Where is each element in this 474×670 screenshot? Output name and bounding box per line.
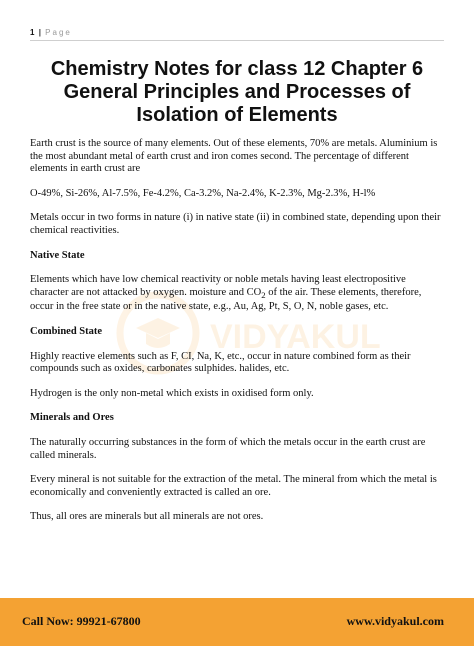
native-state-paragraph bbox=[30, 274, 444, 314]
ore-paragraph: Every mineral is not suitable for the extraction of the metal. The mineral from which the metal is economically and conveniently extracted is called an ore. bbox=[30, 474, 437, 498]
metal-forms-paragraph: Metals occur in two forms in nature (i) in native state (ii) in combined state, depending upon their chemical reactivities. bbox=[30, 212, 441, 236]
header-divider bbox=[30, 40, 444, 41]
combined-state-heading: Combined State bbox=[30, 326, 103, 338]
co2-subscript: 2 bbox=[261, 289, 266, 300]
ores-minerals-conclusion: Thus, all ores are minerals but all minerals are not ores. bbox=[30, 511, 264, 523]
document-body bbox=[30, 138, 444, 536]
intro-paragraph: Earth crust is the source of many elements. Out of these elements, 70% are metals. Aluminium is the most abundant metal of earth crust and iron comes second. The percentage of different elements in earth crust are bbox=[30, 138, 438, 175]
page-label: Page bbox=[45, 28, 72, 37]
minerals-ores-heading: Minerals and Ores bbox=[30, 412, 114, 424]
element-percentages: O-49%, Si-26%, Al-7.5%, Fe-4.2%, Ca-3.2%, Na-2.4%, K-2.3%, Mg-2.3%, H-l% bbox=[30, 187, 376, 199]
page-header bbox=[30, 28, 444, 37]
title-line-3: Isolation of Elements bbox=[136, 104, 338, 126]
watermark-text: VIDYAKUL bbox=[210, 318, 381, 356]
combined-state-paragraph: Highly reactive elements such as F, CI, Na, K, etc., occur in nature combined form as their compounds such as oxides, carbonates sulphides. halides, etc. bbox=[30, 350, 411, 375]
page-number: 1 bbox=[30, 28, 35, 37]
title-line-2: General Principles and Processes of bbox=[63, 81, 411, 103]
website-link[interactable]: www.vidyakul.com bbox=[346, 614, 444, 628]
minerals-paragraph: The naturally occurring substances in the form of which the metals occur in the earth crust are called minerals. bbox=[30, 437, 426, 461]
page-title bbox=[20, 58, 454, 127]
native-state-heading: Native State bbox=[30, 249, 85, 261]
hydrogen-paragraph: Hydrogen is the only non-metal which exists in oxidised form only. bbox=[30, 387, 314, 399]
native-state-text-1: Elements which have low chemical reactivity or noble metals having least electropositive character are not attacked by oxygen. moisture and CO bbox=[30, 274, 406, 298]
page-separator: | bbox=[38, 28, 41, 37]
title-line-1: Chemistry Notes for class 12 Chapter 6 bbox=[50, 58, 424, 80]
footer-bar bbox=[0, 598, 474, 646]
call-now-phone[interactable]: Call Now: 99921-67800 bbox=[22, 614, 141, 628]
native-state-text-2: of the air. These elements, therefore, occur in the free state or in the native state, e.g., Au, Ag, Pt, S, O, N, noble gases, etc. bbox=[30, 286, 422, 313]
